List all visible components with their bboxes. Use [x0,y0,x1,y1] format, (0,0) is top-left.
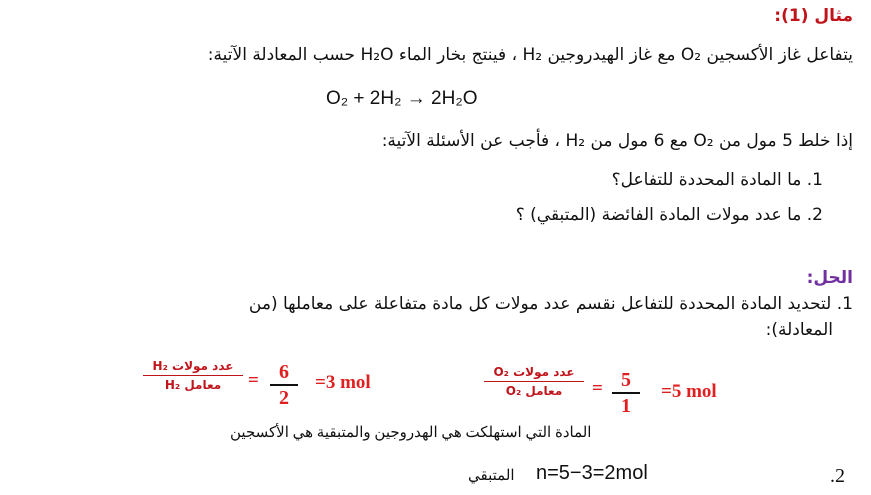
o2-fraction-bar [484,381,584,382]
o2-moles-fraction [484,365,584,398]
h2-value-numerator: 6 [279,361,289,383]
o2-value-numerator: 5 [621,369,631,391]
h2-value-fraction [270,362,298,408]
h2-result: =3 mol [315,372,371,393]
h2-value-denominator: 2 [279,387,289,409]
h2-fraction-denominator: معامل H₂ [164,378,222,392]
h2-value-bar [270,384,298,386]
question-1: 1. ما المادة المحددة للتفاعل؟ [611,170,823,190]
step2-label: المتبقي [468,468,515,484]
step1-line1: 1. لتحديد المادة المحددة للتفاعل نقسم عدد مولات كل مادة متفاعلة على معاملها (من [248,294,853,314]
conclusion-text: المادة التي استهلكت هي الهدروجين والمتبقية هي الأكسجين [230,425,592,441]
o2-value-fraction [612,370,640,416]
o2-value-denominator: 1 [621,395,631,417]
o2-value-bar [612,392,640,394]
example-heading: مثال (1): [774,6,853,26]
h2-fraction-numerator: عدد مولات H₂ [152,359,234,373]
h2-equals-sign: = [248,370,259,391]
reaction-equation: O₂ + 2H₂ → 2H₂O [326,88,478,109]
o2-equals-sign: = [592,378,603,399]
h2-moles-fraction [143,359,243,392]
step2-number: .2 [830,465,845,487]
h2-fraction-bar [143,375,243,376]
example-intro: يتفاعل غاز الأكسجين O₂ مع غاز الهيدروجين H₂ ، فينتج بخار الماء H₂O حسب المعادلة الآتية: [207,45,853,65]
step2-formula: n=5−3=2mol [536,462,648,484]
question-2: 2. ما عدد مولات المادة الفائضة (المتبقي) ؟ [515,205,823,225]
o2-result: =5 mol [661,381,717,402]
step1-line2: المعادلة): [765,320,833,340]
question-intro: إذا خلط 5 مول من O₂ مع 6 مول من H₂ ، فأجب عن الأسئلة الآتية: [381,131,853,151]
o2-fraction-denominator: معامل O₂ [505,384,563,398]
o2-fraction-numerator: عدد مولات O₂ [493,365,575,379]
solution-heading: الحل: [806,268,853,288]
